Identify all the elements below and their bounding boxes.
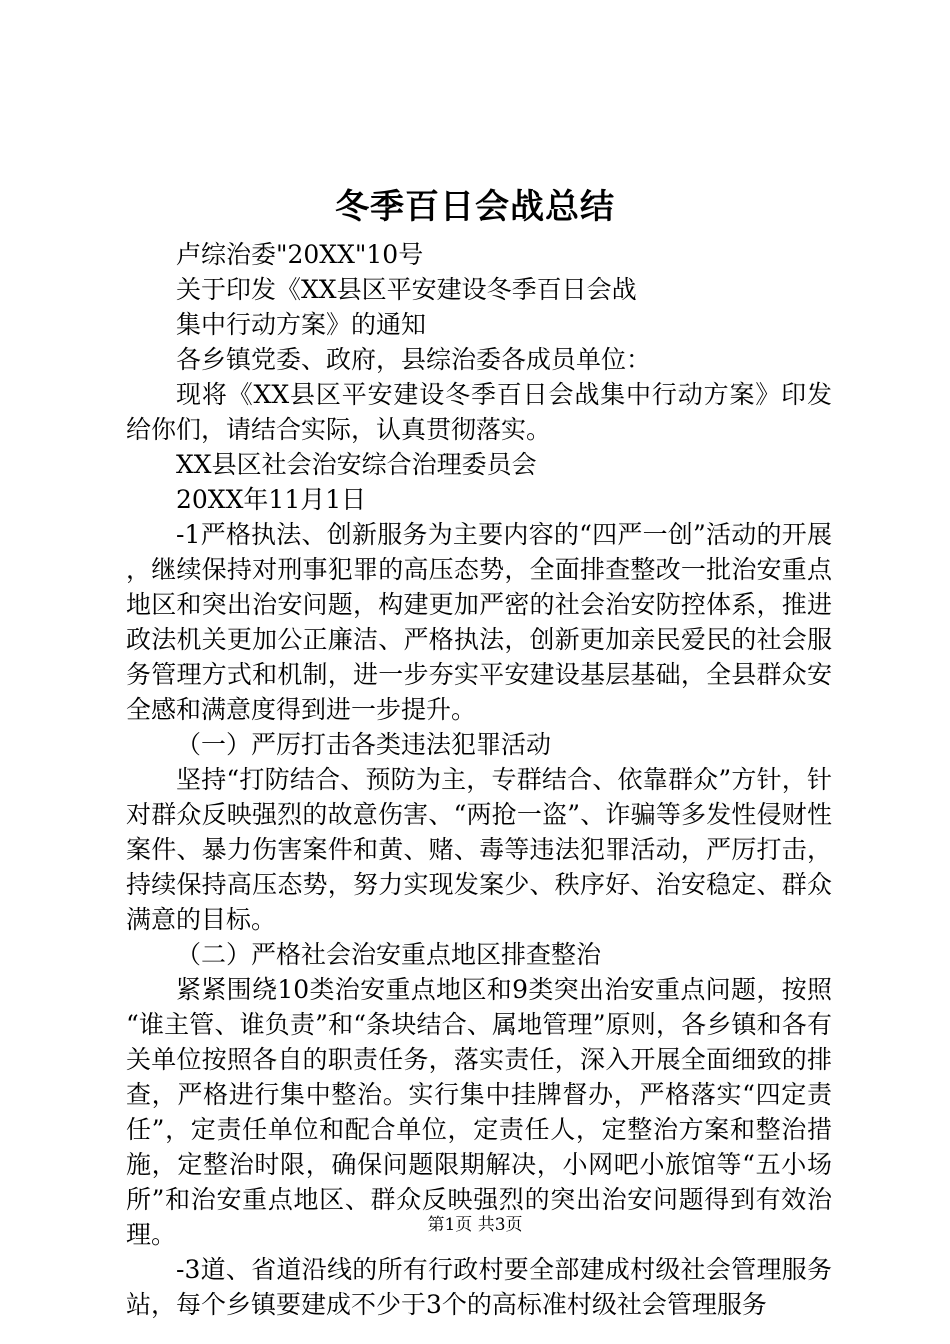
document-title: 冬季百日会战总结	[335, 187, 615, 227]
document-body	[126, 237, 832, 1322]
paragraph-section-2: 紧紧围绕10类治安重点地区和9类突出治安重点问题，按照“谁主管、谁负责”和“条块结合、属地管理”原则，各乡镇和各有关单位按照各自的职责任务，落实责任，深入开展全面细致的排查，严格进行集中整治。实行集中挂牌督办，严格落实“四定责任”，定责任单位和配合单位，定责任人，定整治方案和整治措施，定整治时限，确保问题限期解决，小网吧小旅馆等“五小场所”和治安重点地区、群众反映强烈的突出治安问题得到有效治理。	[126, 975, 832, 1249]
paragraph-section-1: 坚持“打防结合、预防为主，专群结合、依靠群众”方针，针对群众反映强烈的故意伤害、“两抢一盗”、诈骗等多发性侵财性案件、暴力伤害案件和黄、赌、毒等违法犯罪活动，严厉打击，持续保持高压态势，努力实现发案少、秩序好、治安稳定、群众满意的目标。	[126, 765, 832, 934]
paragraph-doc-number: 卢综治委"20XX"10号	[176, 240, 424, 269]
paragraph-overview: -1严格执法、创新服务为主要内容的“四严一创”活动的开展，继续保持对刑事犯罪的高压态势，全面排查整改一批治安重点地区和突出治安问题，构建更加严密的社会治安防控体系，推进政法机关更加公正廉洁、严格执法，创新更加亲民爱民的社会服务管理方式和机制，进一步夯实平安建设基层基础，全县群众安全感和满意度得到进一步提升。	[126, 520, 832, 724]
paragraph-issuer: XX县区社会治安综合治理委员会	[176, 450, 537, 479]
paragraph-section-3: -3道、省道沿线的所有行政村要全部建成村级社会管理服务站，每个乡镇要建成不少于3个的高标准村级社会管理服务	[126, 1255, 832, 1319]
paragraph-notice-title-line2: 集中行动方案》的通知	[176, 310, 427, 339]
paragraph-notice-title-line1: 关于印发《XX县区平安建设冬季百日会战	[176, 275, 637, 304]
paragraph-notice-body: 现将《XX县区平安建设冬季百日会战集中行动方案》印发给你们，请结合实际，认真贯彻落实。	[126, 380, 832, 444]
section-heading-1: （一）严厉打击各类违法犯罪活动	[176, 730, 552, 759]
page-footer: 第1页 共3页	[427, 1215, 523, 1235]
paragraph-recipients: 各乡镇党委、政府，县综治委各成员单位：	[176, 345, 652, 374]
section-heading-2: （二）严格社会治安重点地区排查整治	[176, 940, 602, 969]
paragraph-date: 20XX年11月1日	[176, 485, 367, 514]
